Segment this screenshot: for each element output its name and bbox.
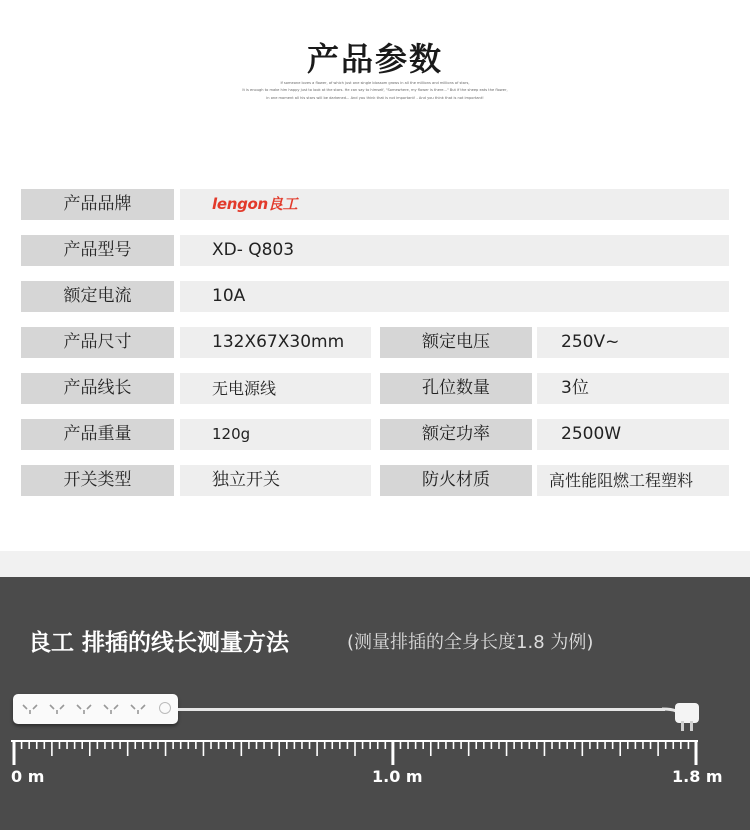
measure-headline: 良工 排插的线长测量方法 xyxy=(28,630,290,656)
model-label: 产品型号 xyxy=(21,235,174,266)
switch-label: 开关类型 xyxy=(21,465,174,496)
brand-logo: lengon良工 xyxy=(212,195,298,213)
voltage-value: 250V~ xyxy=(537,327,729,358)
outlet-icon xyxy=(21,703,39,715)
brand-label: 产品品牌 xyxy=(21,189,174,220)
holes-value: 3位 xyxy=(537,373,729,404)
material-value: 高性能阻燃工程塑料 xyxy=(537,465,729,496)
voltage-label: 额定电压 xyxy=(380,327,532,358)
decorative-text-line-3: in one moment all his stars will be darkened... And you think that is not important! - And you think that is not important! xyxy=(266,96,484,100)
material-label: 防火材质 xyxy=(380,465,532,496)
cord-label: 产品线长 xyxy=(21,373,174,404)
model-value: XD- Q803 xyxy=(180,235,729,266)
size-value: 132X67X30mm xyxy=(180,327,371,358)
size-label: 产品尺寸 xyxy=(21,327,174,358)
section-divider xyxy=(0,551,750,577)
cord-value: 无电源线 xyxy=(180,373,371,404)
switch-button-icon xyxy=(159,702,171,714)
power-label: 额定功率 xyxy=(380,419,532,450)
power-strip-image xyxy=(13,694,178,724)
measure-subline: (测量排插的全身长度1.8 为例) xyxy=(347,632,594,653)
ruler-label-end: 1.8 m xyxy=(672,767,723,786)
decorative-text-line-1: If someone loves a flower, of which just one single blossom grows in all the millions and millions of stars, xyxy=(280,81,470,85)
outlet-icon xyxy=(102,703,120,715)
switch-value: 独立开关 xyxy=(180,465,371,496)
weight-value: 120g xyxy=(180,419,371,450)
brand-value xyxy=(180,189,729,220)
current-value: 10A xyxy=(180,281,729,312)
holes-label: 孔位数量 xyxy=(380,373,532,404)
weight-label: 产品重量 xyxy=(21,419,174,450)
measuring-ruler xyxy=(10,733,720,765)
decorative-text-line-2: It is enough to make him happy just to look at the stars. He can say to himself, "Somewhere, my flower is there..." But if the sheep eats the flower, xyxy=(242,88,508,92)
outlet-icon xyxy=(129,703,147,715)
outlet-icon xyxy=(48,703,66,715)
ruler-label-start: 0 m xyxy=(11,767,45,786)
power-cord xyxy=(178,708,665,711)
power-value: 2500W xyxy=(537,419,729,450)
ruler-label-mid: 1.0 m xyxy=(372,767,423,786)
page-title: 产品参数 xyxy=(306,40,443,78)
outlet-icon xyxy=(75,703,93,715)
plug-icon xyxy=(662,697,702,733)
current-label: 额定电流 xyxy=(21,281,174,312)
